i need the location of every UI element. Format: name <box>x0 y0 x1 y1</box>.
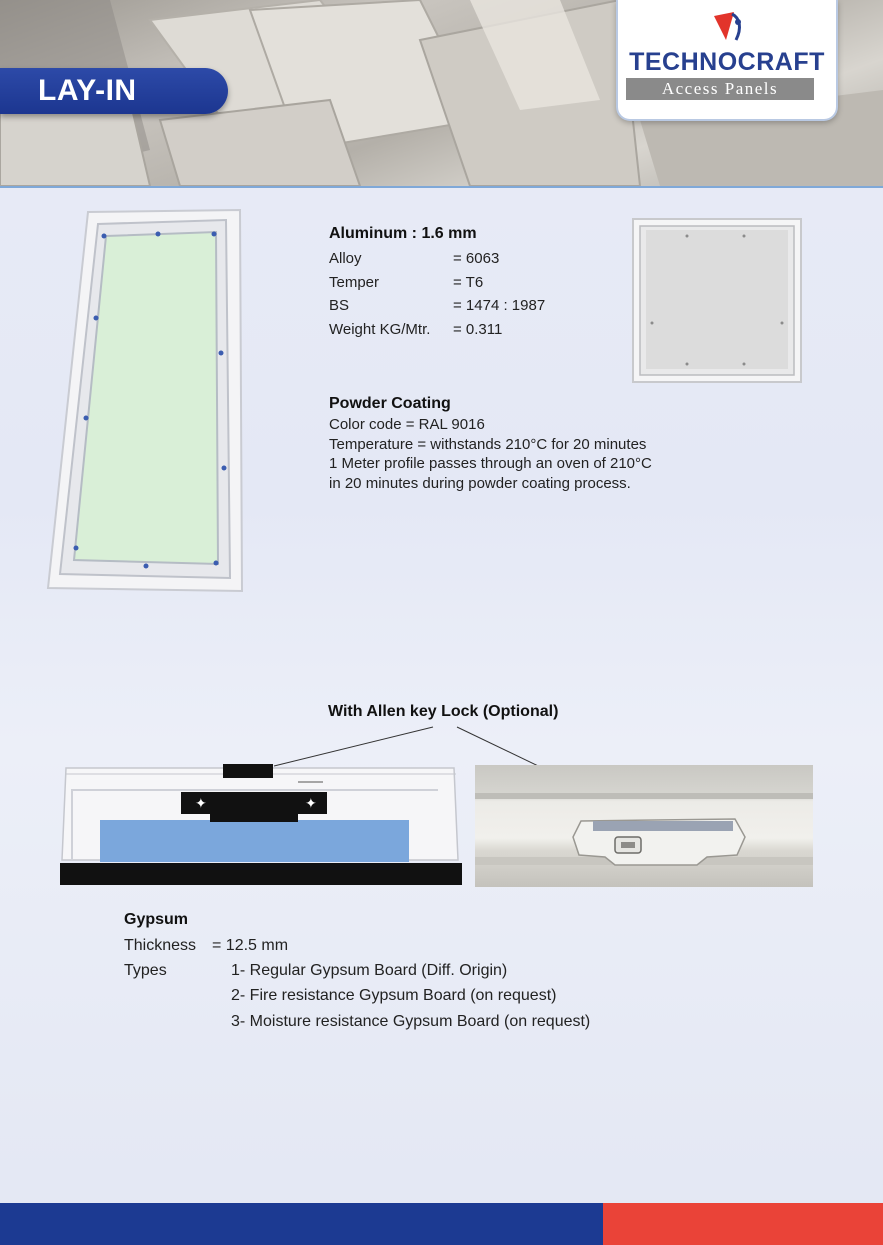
spec-label: Temper <box>329 274 380 291</box>
lock-cross-section-diagram <box>58 760 464 893</box>
gypsum-types-label: Types <box>124 962 167 979</box>
spec-value: = 0.311 <box>453 321 503 338</box>
spec-label: Weight KG/Mtr. <box>329 321 431 338</box>
gypsum-type-item: 2- Fire resistance Gypsum Board (on request) <box>231 987 557 1004</box>
logo-tagline: Access Panels <box>626 78 814 100</box>
svg-text:✦: ✦ <box>305 795 317 811</box>
powder-coating-line: Color code = RAL 9016 <box>329 416 485 433</box>
gypsum-heading: Gypsum <box>124 911 189 928</box>
lock-caption: With Allen key Lock (Optional) <box>328 703 559 720</box>
svg-text:✦: ✦ <box>195 795 207 811</box>
powder-coating-line: 1 Meter profile passes through an oven of 210°C <box>329 455 652 472</box>
spec-value: = 1474 : 1987 <box>453 297 546 314</box>
gypsum-thickness-value: = 12.5 mm <box>212 937 289 954</box>
spec-label: Alloy <box>329 250 362 267</box>
gypsum-thickness-label: Thickness <box>124 937 197 954</box>
powder-coating-heading: Powder Coating <box>329 395 451 412</box>
spec-value: = T6 <box>453 274 484 291</box>
powder-coating-line: Temperature = withstands 210°C for 20 minutes <box>329 435 647 453</box>
allen-key-lock-photo <box>475 765 813 887</box>
footer-red-band <box>603 1203 883 1245</box>
gypsum-type-item: 1- Regular Gypsum Board (Diff. Origin) <box>231 962 508 979</box>
page-title: LAY-IN <box>0 68 228 114</box>
spec-label: BS <box>329 297 350 314</box>
footer-blue-band <box>0 1203 603 1245</box>
aluminum-heading: Aluminum : 1.6 mm <box>329 225 477 242</box>
gypsum-type-item: 3- Moisture resistance Gypsum Board (on request) <box>231 1013 591 1030</box>
logo-brand-name: TECHNOCRAFT <box>629 48 825 76</box>
spec-value: = 6063 <box>453 250 500 267</box>
powder-coating-line: in 20 minutes during powder coating process. <box>329 474 631 492</box>
